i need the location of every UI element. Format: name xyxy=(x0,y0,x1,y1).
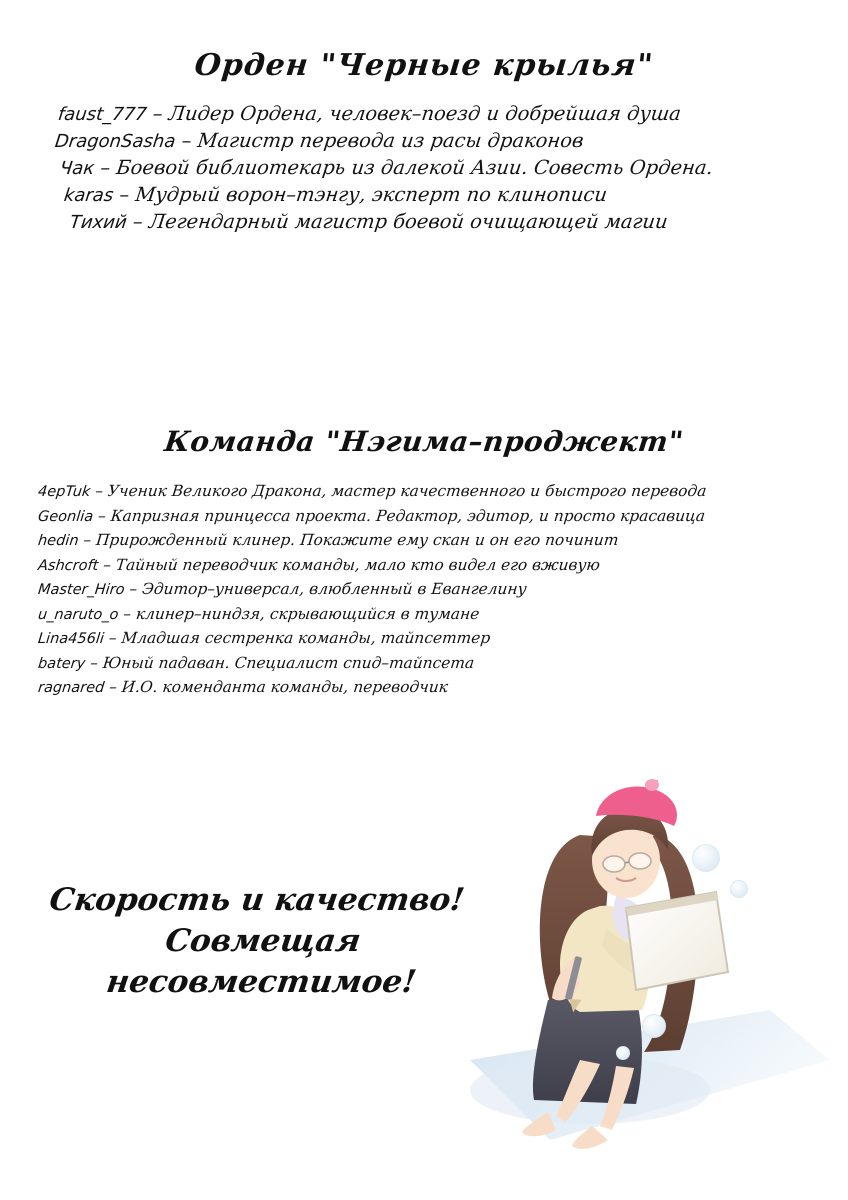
member-nick: Ashcroft xyxy=(37,557,100,574)
decorative-bubble xyxy=(616,1046,630,1060)
member-role: Капризная принцесса проекта. Редактор, эдитор, и просто красавица xyxy=(109,506,707,525)
slogan-line-1: Скорость и качество! xyxy=(47,882,467,918)
member-nick: faust_777 xyxy=(56,104,148,125)
list-item xyxy=(58,155,848,182)
member-dash: – xyxy=(97,555,117,574)
member-dash: – xyxy=(125,210,151,233)
list-item xyxy=(37,578,848,603)
member-nick: ragnared xyxy=(37,680,106,696)
member-dash: – xyxy=(84,653,104,672)
credits-section-team xyxy=(0,425,848,701)
member-dash: – xyxy=(145,102,171,125)
member-dash: – xyxy=(103,629,123,647)
member-nick: 4epTuk xyxy=(37,484,92,500)
member-role: Лидер Ордена, человек–поезд и добрейшая душа xyxy=(167,102,683,125)
list-item xyxy=(37,627,848,652)
member-role: Мудрый ворон–тэнгу, эксперт по клинописи xyxy=(134,183,609,206)
list-item xyxy=(37,676,848,701)
list-item xyxy=(37,480,848,505)
slogan-line-2: Совмещая xyxy=(163,923,364,959)
member-nick: u_naruto_o xyxy=(37,606,120,623)
member-dash: – xyxy=(111,183,137,206)
member-role: Ученик Великого Дракона, мастер качественного и быстрого перевода xyxy=(107,482,708,500)
member-dash: – xyxy=(92,156,118,179)
member-nick: hedin xyxy=(37,533,80,549)
member-dash: – xyxy=(174,129,200,152)
member-nick: Lina456li xyxy=(37,631,105,647)
team-section-title: Команда "Нэгима–проджект" xyxy=(162,425,686,458)
order-member-list xyxy=(0,101,848,236)
member-dash: – xyxy=(77,531,98,549)
list-item xyxy=(37,529,848,554)
member-role: Эдитор–универсал, влюбленный в Евангелину xyxy=(141,580,528,598)
slogan-block xyxy=(35,880,472,1003)
member-role: Младшая сестренка команды, тайпсеттер xyxy=(120,629,492,647)
list-item xyxy=(37,505,848,530)
member-nick: batery xyxy=(37,655,87,672)
member-role: Юный падаван. Специалист спид–тайпсета xyxy=(101,653,476,672)
member-dash: – xyxy=(117,604,137,623)
illustration-girl-with-sketchpad xyxy=(430,760,848,1180)
member-role: Прирожденный клинер. Покажите ему скан и он его починит xyxy=(95,531,620,549)
member-dash: – xyxy=(103,678,123,696)
list-item xyxy=(62,182,848,209)
member-role: Магистр перевода из расы драконов xyxy=(196,129,585,152)
member-dash: – xyxy=(92,506,112,525)
decorative-bubble xyxy=(692,844,720,872)
member-dash: – xyxy=(89,482,109,500)
order-section-title: Орден "Черные крылья" xyxy=(192,48,656,83)
team-member-list xyxy=(0,480,848,701)
member-role: И.О. коменданта команды, переводчик xyxy=(120,678,449,696)
beret-pompom xyxy=(645,779,659,791)
member-role: клинер–ниндзя, скрывающийся в тумане xyxy=(135,604,481,623)
list-item xyxy=(53,128,848,155)
slogan-line-3: несовместимое! xyxy=(104,964,419,1000)
member-role: Легендарный магистр боевой очищающей магии xyxy=(147,210,670,233)
member-nick: Master_Hiro xyxy=(37,582,126,598)
member-role: Боевой библиотекарь из далекой Азии. Совесть Ордена. xyxy=(115,156,715,179)
decorative-bubble xyxy=(642,1014,666,1038)
list-item xyxy=(68,209,848,236)
member-role: Тайный переводчик команды, мало кто видел его вживую xyxy=(114,555,601,574)
girl-illustration-svg xyxy=(430,760,848,1180)
member-nick: karas xyxy=(62,185,115,206)
list-item xyxy=(37,652,848,677)
list-item xyxy=(56,101,848,128)
credits-section-order xyxy=(0,48,848,236)
member-nick: Чак xyxy=(58,158,96,179)
list-item xyxy=(37,603,848,628)
list-item xyxy=(37,554,848,579)
member-dash: – xyxy=(123,580,144,598)
member-nick: DragonSasha xyxy=(53,131,177,152)
decorative-bubble xyxy=(730,880,748,898)
member-nick: Тихий xyxy=(68,212,129,233)
member-nick: Geonlia xyxy=(37,508,95,525)
